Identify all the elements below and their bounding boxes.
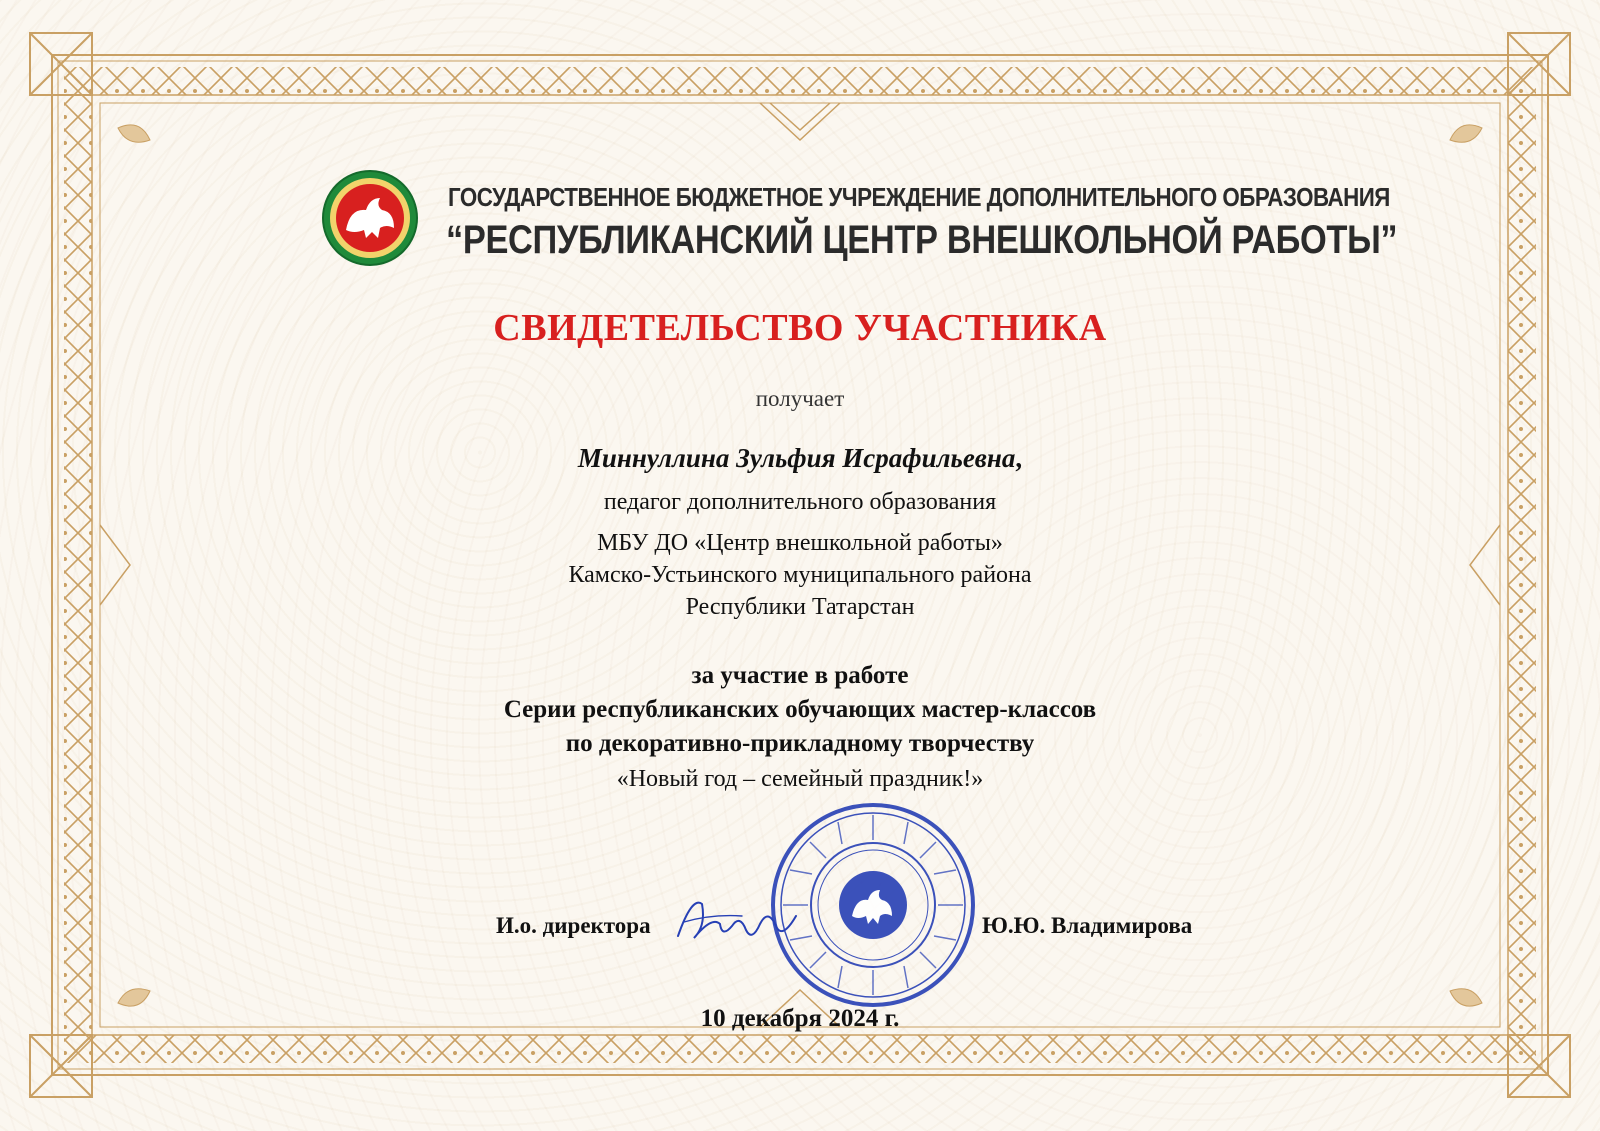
recipient-position: педагог дополнительного образования [603,489,997,515]
institution-header [320,168,1398,268]
issue-date: 10 декабря 2024 г. [700,1005,900,1032]
event-line-2: по декоративно-прикладному творчеству [565,730,1035,757]
director-signature [672,886,812,956]
recipient-republic: Республики Татарстан [685,594,915,620]
recipient-name: Миннуллина Зульфия Исрафильевна, [577,443,1023,473]
tatarstan-emblem-icon [320,168,424,268]
recipient-name-text: Миннуллина Зульфия Исрафильевна [577,443,1016,473]
receives-label: получает [755,386,845,411]
recipient-organization: МБУ ДО «Центр внешкольной работы» [597,530,1003,556]
event-name: «Новый год – семейный праздник!» [616,766,984,792]
header-institution-name: “РЕСПУБЛИКАНСКИЙ ЦЕНТР ВНЕШКОЛЬНОЙ РАБОТЫ” [446,218,1398,262]
recipient-district: Камско-Устьинского муниципального района [568,562,1032,588]
certificate-title: СВИДЕТЕЛЬСТВО УЧАСТНИКА [493,307,1107,349]
signatory-role: И.о. директора [496,913,651,938]
signatory-name: Ю.Ю. Владимирова [982,913,1193,938]
header-institution-type: ГОСУДАРСТВЕННОЕ БЮДЖЕТНОЕ УЧРЕЖДЕНИЕ ДОПОЛНИТЕЛЬНОГО ОБРАЗОВАНИЯ [448,182,1390,212]
participation-label: за участие в работе [691,662,909,689]
event-line-1: Серии республиканских обучающих мастер-классов [503,696,1097,723]
